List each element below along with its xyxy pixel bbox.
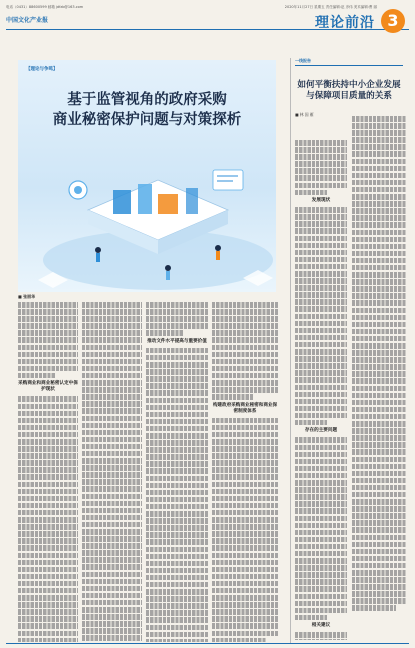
article-tag: 【理论与争鸣】 (26, 67, 58, 72)
isometric-business-illustration (18, 150, 276, 292)
byline: ■ 张丽华 (18, 294, 36, 299)
subhead-mid-2: 构建政府采购商业秘密和商业保密制度体系 (212, 402, 278, 414)
footer-rule (6, 643, 409, 644)
right-subhead-2: 存在的主要问题 (304, 428, 338, 434)
article-column-2 (82, 302, 142, 642)
top-info-strip (6, 4, 409, 11)
right-subhead-3: 相关建议 (311, 623, 331, 629)
main-headline (18, 90, 276, 130)
article-column-4 (212, 302, 278, 642)
right-column-2 (352, 116, 406, 640)
date-editor-info: 2020年11月27日 星期五 责任编辑:赵 彦伟 美术编辑:曹 丽 (284, 5, 377, 9)
right-subhead-1: 发展现状 (311, 198, 331, 204)
article-column-1 (18, 302, 78, 642)
right-column-1 (295, 140, 347, 640)
column-divider (290, 58, 291, 643)
right-article-author: ■ 林 国 雁 (295, 112, 314, 117)
right-kicker: 一线报告 (295, 58, 403, 66)
subhead-mid-1: 推动文件水平提高与重要价值 (147, 338, 207, 344)
page-number-badge: 3 (381, 9, 405, 33)
contact-info: 电话（0431）88600599 邮箱 jdfzb@163.com (6, 5, 84, 9)
masthead (6, 11, 409, 30)
subhead-left-1: 采购商业和商业秘密认定中保护现状 (18, 381, 78, 393)
right-article-title: 如何平衡扶持中小企业发展与保障项目质量的关系 (297, 80, 401, 101)
section-title: 理论前沿 (315, 15, 375, 31)
hero-illustration (18, 60, 276, 292)
right-article-header (295, 58, 403, 118)
paper-logo: 中国文化产业报 (6, 17, 49, 24)
headline-line-1: 基于监管视角的政府采购 (67, 91, 227, 108)
headline-line-2: 商业秘密保护问题与对策探析 (52, 111, 242, 128)
article-column-3 (146, 302, 208, 642)
